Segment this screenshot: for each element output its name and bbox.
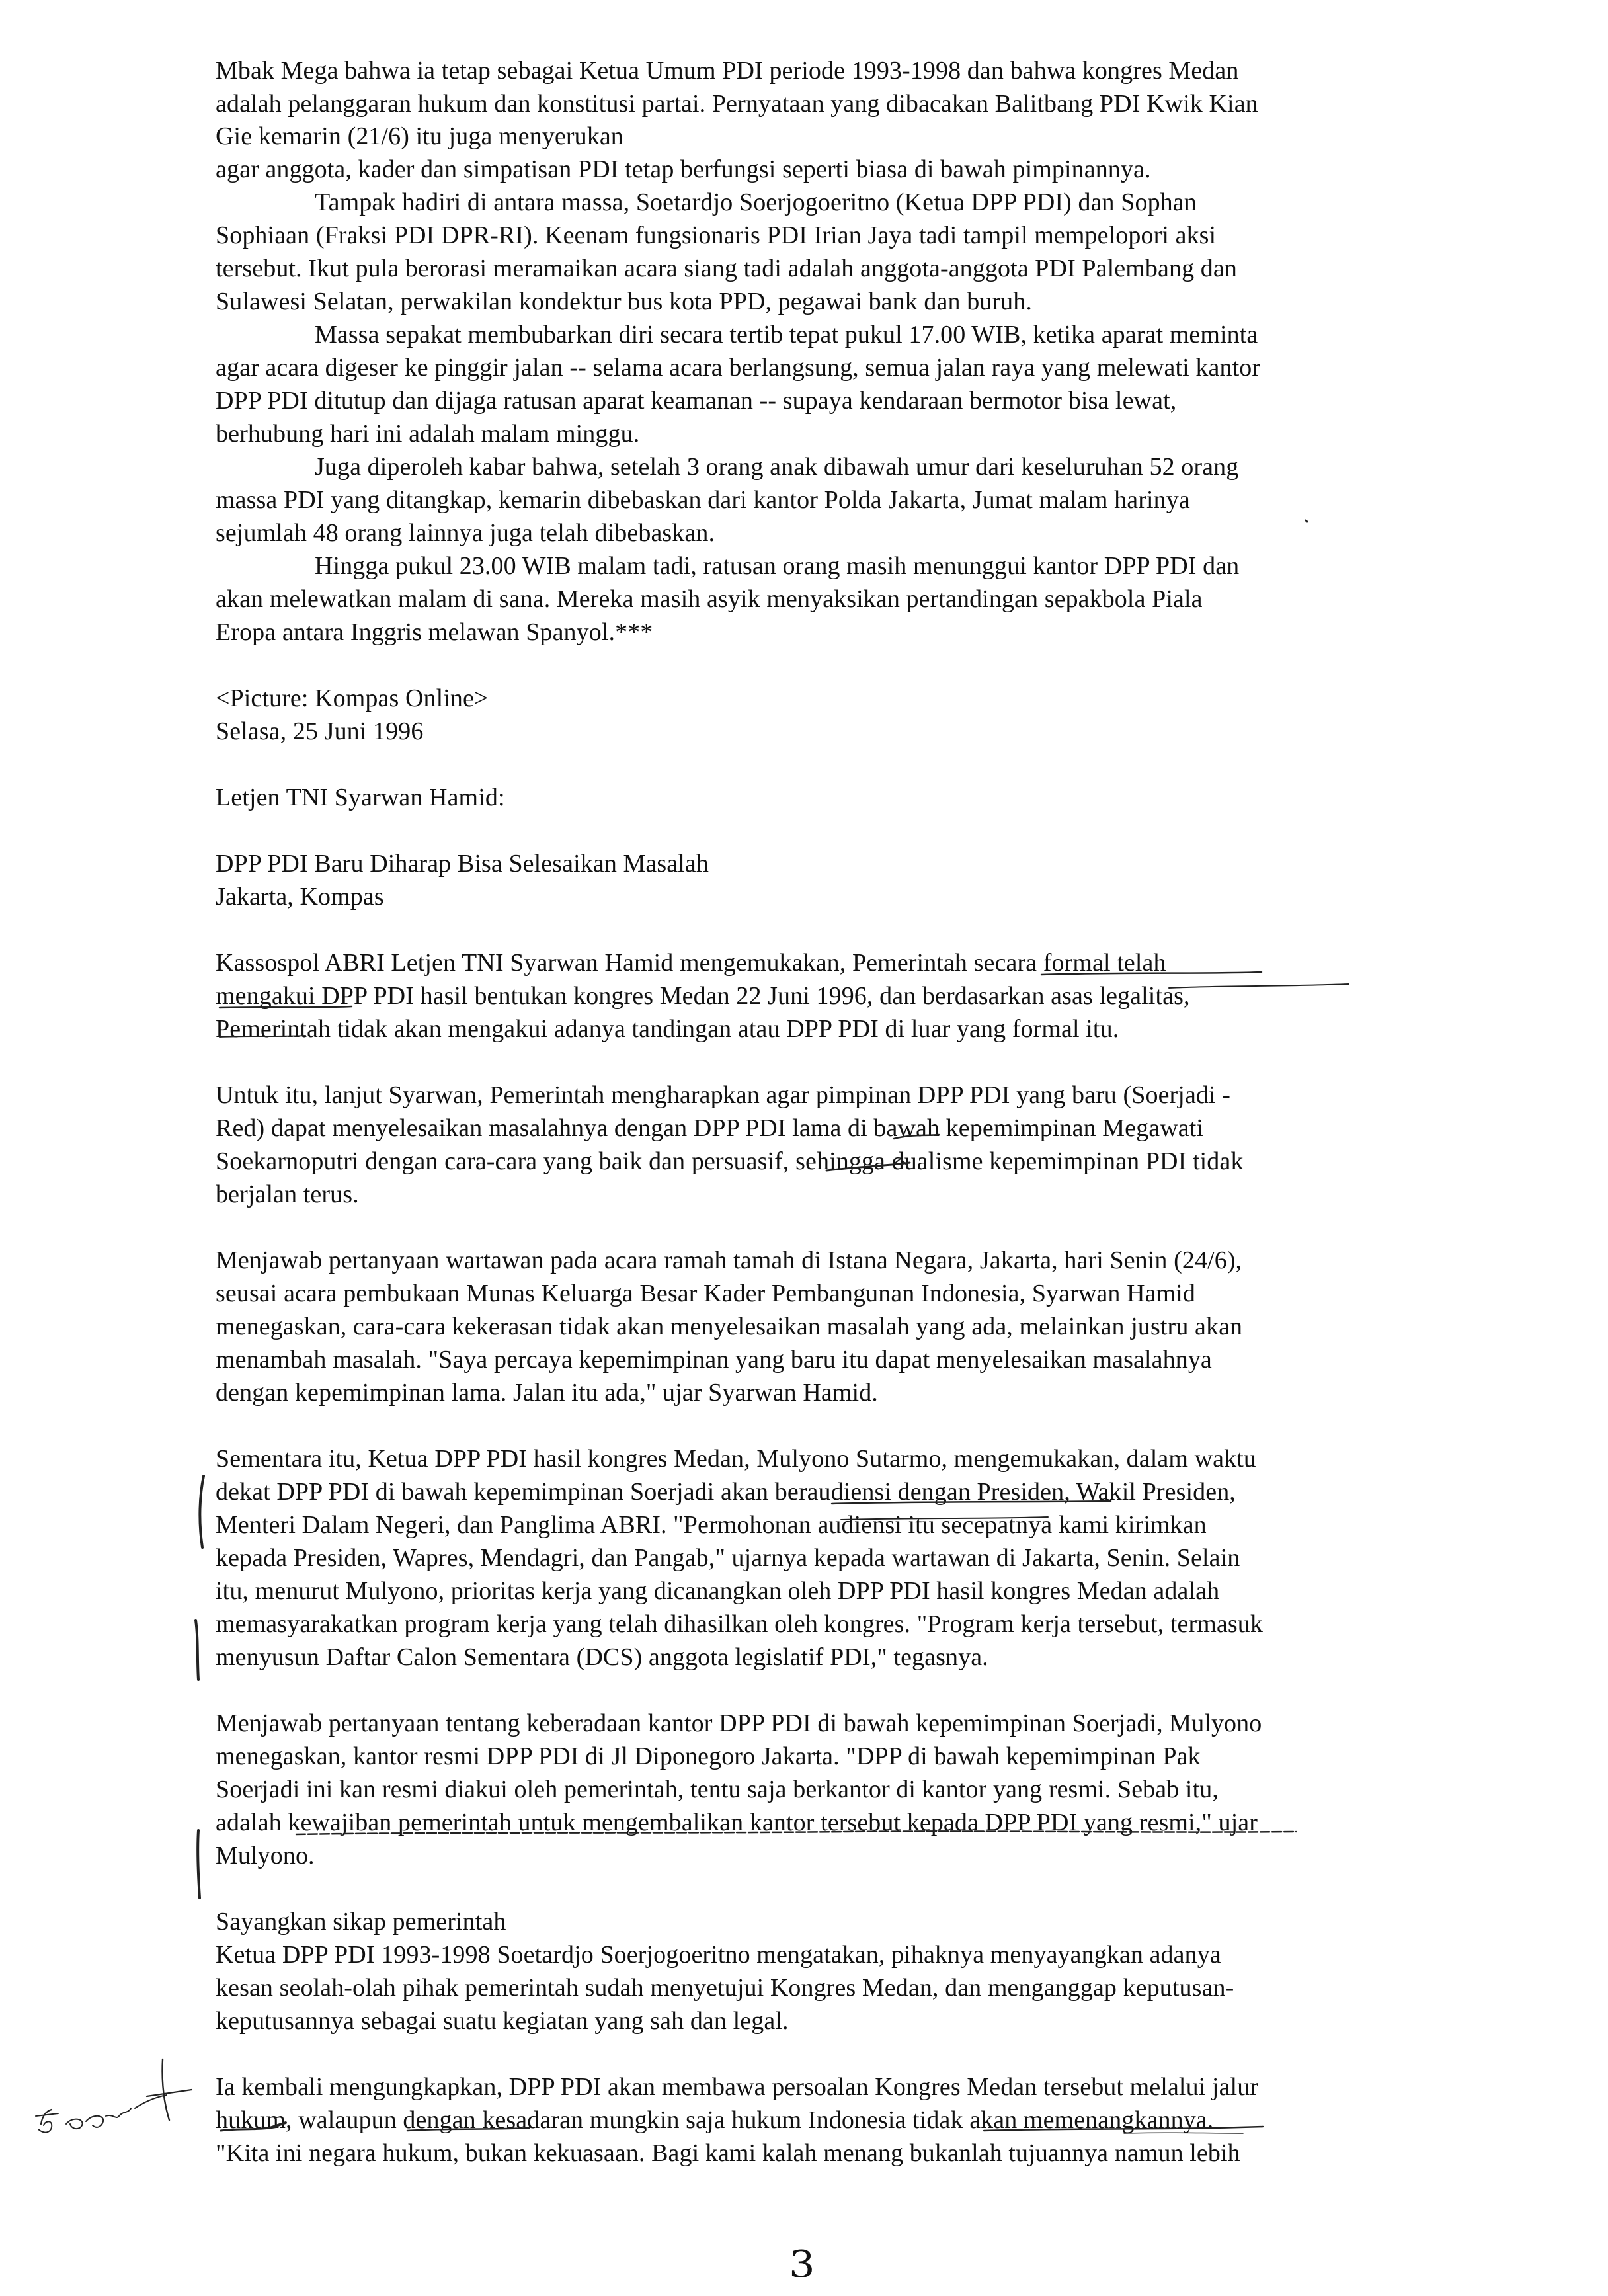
article-kicker: Letjen TNI Syarwan Hamid: bbox=[216, 784, 505, 811]
text-line: Red) dapat menyelesaikan masalahnya dengan DPP PDI lama di bawah kepemimpinan Megawati bbox=[216, 1114, 1204, 1142]
text-line: Sophiaan (Fraksi PDI DPR-RI). Keenam fungsionaris PDI Irian Jaya tadi tampil mempelopori aksi bbox=[216, 222, 1217, 249]
text-line: mengakui DPP PDI hasil bentukan kongres Medan 22 Juni 1996, dan berdasarkan asas legalitas, bbox=[216, 982, 1190, 1010]
text-line: Sulawesi Selatan, perwakilan kondektur bus kota PPD, pegawai bank dan buruh. bbox=[216, 288, 1032, 315]
text-line: dekat DPP PDI di bawah kepemimpinan Soerjadi akan beraudiensi dengan Presiden, Wakil Presiden, bbox=[216, 1478, 1236, 1506]
page-number: 3 bbox=[789, 2243, 815, 2286]
text-line: kesan seolah-olah pihak pemerintah sudah menyetujui Kongres Medan, dan menganggap keputusan- bbox=[216, 1974, 1234, 2002]
text-line: hukum, walaupun dengan kesadaran mungkin saja hukum Indonesia tidak akan memenangkannya. bbox=[216, 2106, 1214, 2134]
text-line: itu, menurut Mulyono, prioritas kerja yang dicanangkan oleh DPP PDI hasil kongres Medan adalah bbox=[216, 1577, 1220, 1605]
text-line: Ketua DPP PDI 1993-1998 Soetardjo Soerjogoeritno mengatakan, pihaknya menyayangkan adanya bbox=[216, 1941, 1221, 1969]
text-line: Untuk itu, lanjut Syarwan, Pemerintah mengharapkan agar pimpinan DPP PDI yang baru (Soerjadi - bbox=[216, 1081, 1231, 1109]
text-line: Soerjadi ini kan resmi diakui oleh pemerintah, tentu saja berkantor di kantor yang resmi. Sebab itu, bbox=[216, 1776, 1219, 1803]
text-line: seusai acara pembukaan Munas Keluarga Besar Kader Pembangunan Indonesia, Syarwan Hamid bbox=[216, 1280, 1196, 1307]
text-line: menegaskan, kantor resmi DPP PDI di Jl Diponegoro Jakarta. "DPP di bawah kepemimpinan Pak bbox=[216, 1742, 1201, 1770]
text-line: Tampak hadiri di antara massa, Soetardjo Soerjogoeritno (Ketua DPP PDI) dan Sophan bbox=[315, 188, 1197, 216]
text-line: Mbak Mega bahwa ia tetap sebagai Ketua Umum PDI periode 1993-1998 dan bahwa kongres Medan bbox=[216, 57, 1239, 85]
text-line: Hingga pukul 23.00 WIB malam tadi, ratusan orang masih menunggui kantor DPP PDI dan bbox=[315, 552, 1240, 580]
text-line: tersebut. Ikut pula berorasi meramaikan acara siang tadi adalah anggota-anggota PDI Palembang dan bbox=[216, 255, 1237, 282]
article-date: Selasa, 25 Juni 1996 bbox=[216, 718, 424, 745]
text-line: sejumlah 48 orang lainnya juga telah dibebaskan. bbox=[216, 519, 715, 547]
section-subheading: Sayangkan sikap pemerintah bbox=[216, 1908, 506, 1936]
text-line: memasyarakatkan program kerja yang telah dihasilkan oleh kongres. "Program kerja tersebut, termasuk bbox=[216, 1610, 1263, 1638]
text-line: adalah pelanggaran hukum dan konstitusi partai. Pernyataan yang dibacakan Balitbang PDI Kwik Kian bbox=[216, 90, 1258, 118]
text-line: berjalan terus. bbox=[216, 1180, 359, 1208]
text-line: adalah kewajiban pemerintah untuk mengembalikan kantor tersebut kepada DPP PDI yang resmi," ujar bbox=[216, 1809, 1258, 1836]
text-line: Ia kembali mengungkapkan, DPP PDI akan membawa persoalan Kongres Medan tersebut melalui jalur bbox=[216, 2073, 1259, 2101]
text-line: menyusun Daftar Calon Sementara (DCS) anggota legislatif PDI," tegasnya. bbox=[216, 1643, 988, 1671]
text-line: Pemerintah tidak akan mengakui adanya tandingan atau DPP PDI di luar yang formal itu. bbox=[216, 1015, 1119, 1043]
text-line: Kassospol ABRI Letjen TNI Syarwan Hamid mengemukakan, Pemerintah secara formal telah bbox=[216, 949, 1166, 977]
text-line: agar anggota, kader dan simpatisan PDI tetap berfungsi seperti biasa di bawah pimpinannya. bbox=[216, 155, 1151, 183]
text-line: Eropa antara Inggris melawan Spanyol.*** bbox=[216, 618, 653, 646]
text-line: agar acara digeser ke pinggir jalan -- selama acara berlangsung, semua jalan raya yang melewati kantor bbox=[216, 354, 1261, 382]
text-line: keputusannya sebagai suatu kegiatan yang sah dan legal. bbox=[216, 2007, 789, 2035]
text-line: massa PDI yang ditangkap, kemarin dibebaskan dari kantor Polda Jakarta, Jumat malam harinya bbox=[216, 486, 1190, 514]
text-line: berhubung hari ini adalah malam minggu. bbox=[216, 420, 640, 448]
text-line: dengan kepemimpinan lama. Jalan itu ada," ujar Syarwan Hamid. bbox=[216, 1379, 878, 1407]
text-line: menambah masalah. "Saya percaya kepemimpinan yang baru itu dapat menyelesaikan masalahnya bbox=[216, 1346, 1212, 1374]
text-line: menegaskan, cara-cara kekerasan tidak akan menyelesaikan masalah yang ada, melainkan justru akan bbox=[216, 1313, 1243, 1340]
picture-caption: <Picture: Kompas Online> bbox=[216, 684, 489, 712]
text-line: "Kita ini negara hukum, bukan kekuasaan. Bagi kami kalah menang bukanlah tujuannya namun lebih bbox=[216, 2139, 1240, 2167]
text-line: Menjawab pertanyaan wartawan pada acara ramah tamah di Istana Negara, Jakarta, hari Senin (24/6), bbox=[216, 1247, 1242, 1274]
article-headline: DPP PDI Baru Diharap Bisa Selesaikan Masalah bbox=[216, 850, 709, 878]
text-line: Menjawab pertanyaan tentang keberadaan kantor DPP PDI di bawah kepemimpinan Soerjadi, Mulyono bbox=[216, 1709, 1262, 1737]
text-line: akan melewatkan malam di sana. Mereka masih asyik menyaksikan pertandingan sepakbola Piala bbox=[216, 585, 1203, 613]
text-line: Massa sepakat membubarkan diri secara tertib tepat pukul 17.00 WIB, ketika aparat meminta bbox=[315, 321, 1258, 348]
text-line: DPP PDI ditutup dan dijaga ratusan aparat keamanan -- supaya kendaraan bermotor bisa lewat, bbox=[216, 387, 1177, 415]
article-dateline: Jakarta, Kompas bbox=[216, 883, 384, 911]
text-line: kepada Presiden, Wapres, Mendagri, dan Pangab," ujarnya kepada wartawan di Jakarta, Senin. Selain bbox=[216, 1544, 1240, 1572]
text-line: Sementara itu, Ketua DPP PDI hasil kongres Medan, Mulyono Sutarmo, mengemukakan, dalam waktu bbox=[216, 1445, 1256, 1473]
text-line: Mulyono. bbox=[216, 1842, 315, 1869]
text-line: Menteri Dalam Negeri, dan Panglima ABRI. "Permohonan audiensi itu secepatnya kami kirimkan bbox=[216, 1511, 1207, 1539]
text-line: Gie kemarin (21/6) itu juga menyerukan bbox=[216, 122, 623, 150]
text-line: Juga diperoleh kabar bahwa, setelah 3 orang anak dibawah umur dari keseluruhan 52 orang bbox=[315, 453, 1239, 481]
text-line: Soekarnoputri dengan cara-cara yang baik dan persuasif, sehingga dualisme kepemimpinan PDI tidak bbox=[216, 1147, 1244, 1175]
